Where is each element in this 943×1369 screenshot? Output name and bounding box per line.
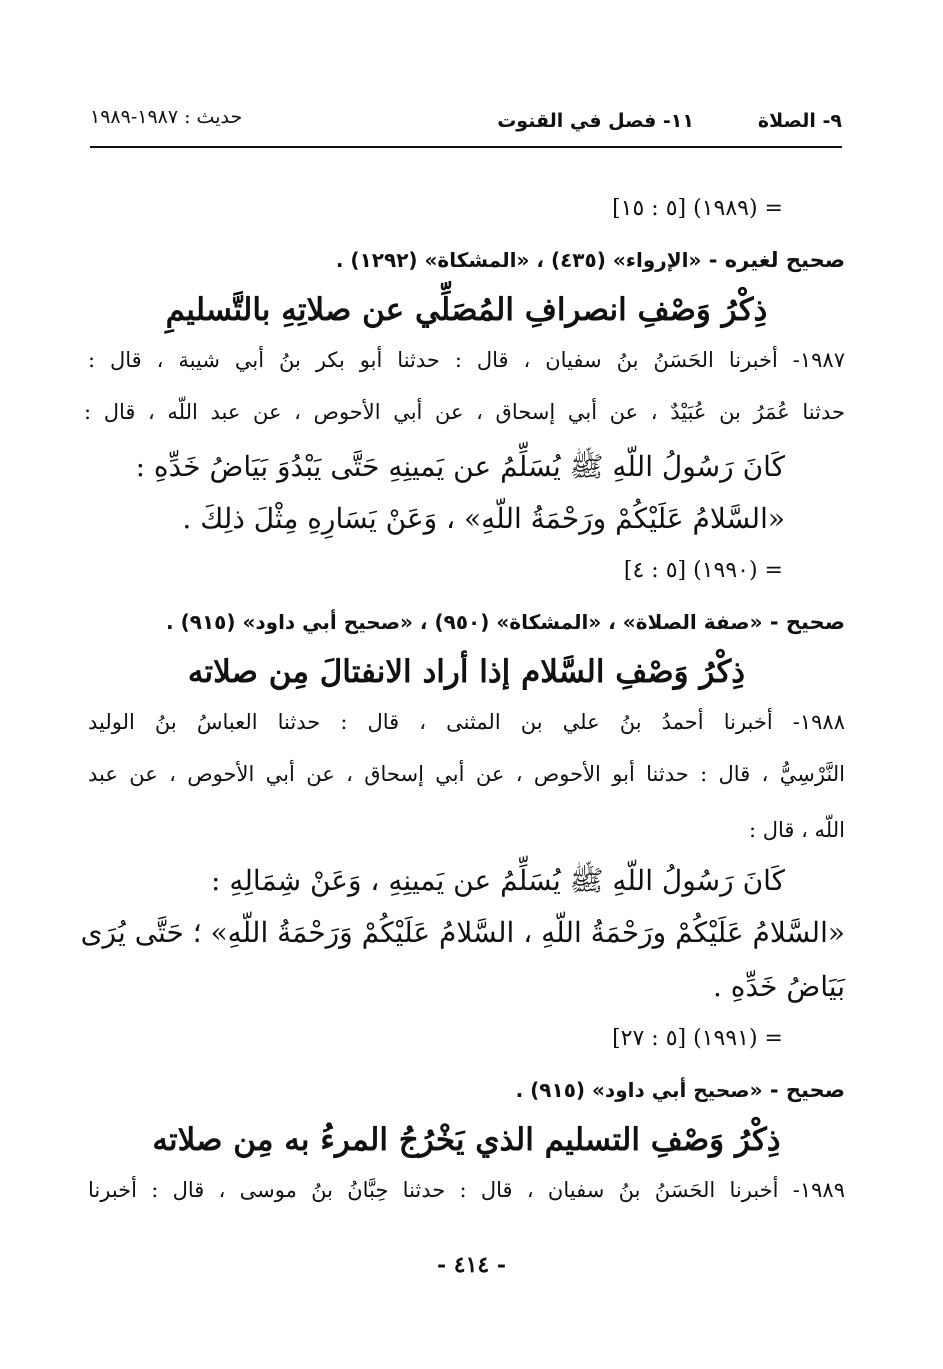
grading-2-rest: «صفة الصلاة» ، «المشكاة» (٩٥٠) ، «صحيح أبي داود» (٩١٥) . bbox=[166, 610, 763, 634]
hadith-1989-isnad-line-1: ١٩٨٩- أخبرنا الحَسَنُ بنُ سفيان ، قال : حدثنا حِبَّانُ بنُ موسى ، قال : أخبرنا bbox=[88, 1178, 845, 1202]
hadith-1987-matn-line-1: كَانَ رَسُولُ اللّهِ ﷺ يُسَلِّمُ عن يَمينِهِ حَتَّى يَبْدُوَ بَيَاضُ خَدِّهِ : bbox=[135, 450, 785, 483]
hadith-1987-isnad-line-1: ١٩٨٧- أخبرنا الحَسَنُ بنُ سفيان ، قال : حدثنا أبو بكر بنُ أبي شيبة ، قال : bbox=[88, 348, 845, 372]
grading-1-rest: «الإرواء» (٤٣٥) ، «المشكاة» (١٢٩٢) . bbox=[335, 248, 702, 272]
header-divider bbox=[90, 146, 842, 148]
running-header bbox=[90, 104, 842, 144]
cross-reference-3: = (١٩٩١) [٥ : ٢٧] bbox=[612, 1026, 783, 1051]
hadith-1988-isnad-line-1: ١٩٨٨- أخبرنا أحمدُ بنُ علي بن المثنى ، قال : حدثنا العباسُ بنُ الوليد bbox=[88, 710, 845, 734]
hadith-1987-matn-line-2: «السَّلامُ عَلَيْكُمْ ورَحْمَةُ اللّهِ» ، وَعَنْ يَسَارِهِ مِثْلَ ذلِكَ . bbox=[182, 502, 785, 535]
hadith-1988-matn-line-3: بَيَاضُ خَدِّهِ . bbox=[712, 970, 845, 1003]
grading-3 bbox=[88, 1078, 845, 1102]
grading-1 bbox=[88, 248, 845, 272]
chapter-heading-3: ذِكْرُ وَصْفِ التسليم الذي يَخْرُجُ المرءُ به مِن صلاته bbox=[152, 1122, 781, 1158]
cross-reference-2: = (١٩٩٠) [٥ : ٤] bbox=[623, 558, 783, 583]
grading-2-lead: صحيح - bbox=[769, 610, 845, 634]
page-number: - ٤١٤ - bbox=[436, 1252, 507, 1278]
hadith-range: حديث : ١٩٨٧-١٩٨٩ bbox=[90, 106, 243, 128]
cross-reference-1: = (١٩٨٩) [٥ : ١٥] bbox=[612, 196, 783, 221]
hadith-1987-isnad-line-2: حدثنا عُمَرُ بن عُبَيْدٌ ، عن أبي إسحاق ، عن أبي الأحوص ، عن عبد اللّه ، قال : bbox=[84, 400, 845, 424]
section-title: ١١- فصل في القنوت bbox=[497, 110, 694, 132]
hadith-1988-isnad-line-3: اللّه ، قال : bbox=[748, 818, 845, 842]
grading-1-lead: صحيح لغيره - bbox=[708, 248, 845, 272]
grading-3-lead: صحيح - bbox=[769, 1078, 845, 1102]
grading-3-rest: «صحيح أبي داود» (٩١٥) . bbox=[515, 1078, 763, 1102]
hadith-1988-isnad-line-2: النَّرْسِيُّ ، قال : حدثنا أبو الأحوص ، عن أبي إسحاق ، عن أبي الأحوص ، عن عبد bbox=[88, 762, 845, 786]
grading-2 bbox=[88, 610, 845, 634]
hadith-1988-matn-line-2: «السَّلامُ عَلَيْكُمْ ورَحْمَةُ اللّهِ ، السَّلامُ عَلَيْكُمْ وَرَحْمَةُ اللّهِ» ؛ حَتَّى يُرَى bbox=[80, 916, 845, 949]
chapter-heading-2: ذِكْرُ وَصْفِ السَّلام إذا أراد الانفتالَ مِن صلاته bbox=[187, 654, 746, 690]
chapter-title: ٩- الصلاة bbox=[757, 110, 842, 132]
chapter-heading-1: ذِكْرُ وَصْفِ انصرافِ المُصَلِّي عن صلاتِهِ بالتَّسليمِ bbox=[165, 292, 768, 328]
hadith-1988-matn-line-1: كَانَ رَسُولُ اللّهِ ﷺ يُسَلِّمُ عن يَمينِهِ ، وَعَنْ شِمَالِهِ : bbox=[211, 864, 785, 897]
